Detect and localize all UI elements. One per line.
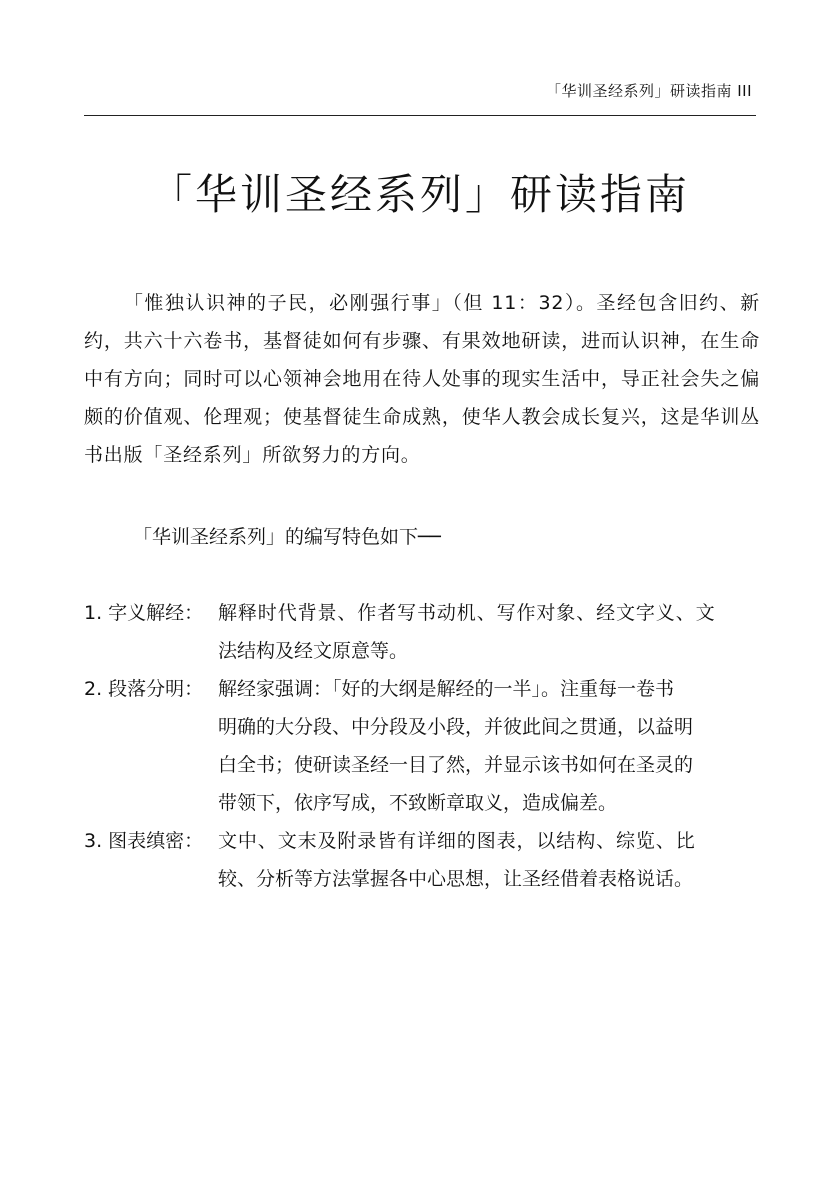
header-rule bbox=[84, 115, 756, 116]
running-head: 「华训圣经系列」研读指南 III bbox=[545, 82, 752, 100]
feature-label: 2. 段落分明： bbox=[84, 678, 204, 700]
page-title: 「华训圣经系列」研读指南 bbox=[149, 170, 690, 219]
feature-item-1 bbox=[84, 594, 774, 670]
feature-line: 文中、文末及附录皆有详细的图表，以结构、综览、比 bbox=[218, 830, 696, 852]
feature-line: 较、分析等方法掌握各中心思想，让圣经借着表格说话。 bbox=[218, 868, 694, 890]
intro-paragraph: 「惟独认识神的子民，必刚强行事」（但 11：32）。圣经包含旧约、新约，共六十六卷书，基督徒如何有步骤、有果效地研读，进而认识神，在生命中有方向；同时可以心领神会地用在待人处事的现实生活中，导正社会失之偏颇的价值观、伦理观；使基督徒生命成熟，使华人教会成长复兴，这是华训丛书出版「圣经系列」所欲努力的方向。 bbox=[84, 292, 760, 466]
feature-item-3 bbox=[84, 822, 774, 898]
feature-item-2 bbox=[84, 670, 774, 822]
feature-line: 明确的大分段、中分段及小段，并彼此间之贯通，以益明 bbox=[218, 716, 694, 738]
feature-line: 解释时代背景、作者写书动机、写作对象、经文字义、文 bbox=[218, 602, 716, 624]
feature-line: 带领下，依序写成，不致断章取义，造成偏差。 bbox=[218, 792, 618, 814]
feature-line: 解经家强调：「好的大纲是解经的一半」。注重每一卷书 bbox=[218, 678, 675, 700]
feature-line: 法结构及经文原意等。 bbox=[218, 640, 409, 662]
feature-label: 3. 图表缜密： bbox=[84, 830, 204, 852]
feature-line: 白全书；使研读圣经一目了然，并显示该书如何在圣灵的 bbox=[218, 754, 694, 776]
features-lead: 「华训圣经系列」的编写特色如下── bbox=[133, 526, 441, 548]
feature-label: 1. 字义解经： bbox=[84, 602, 204, 624]
